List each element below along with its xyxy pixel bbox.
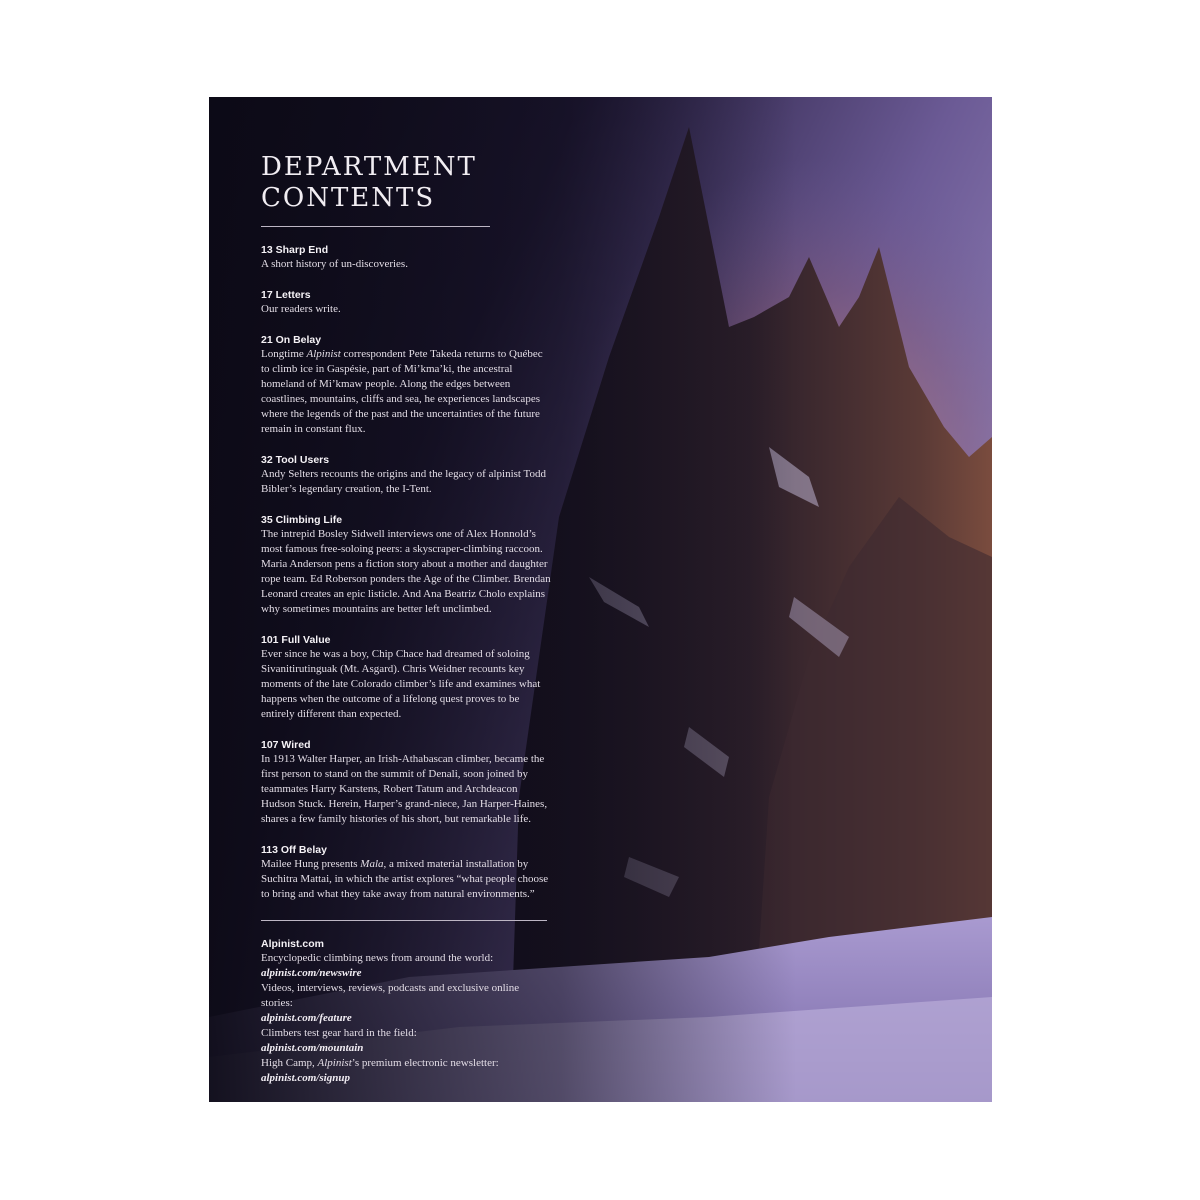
entry-description: Andy Selters recounts the origins and the legacy of alpinist Todd Bibler’s legendary creation, the I-Tent. [261,468,546,495]
entry-title: 113 Off Belay [261,844,327,856]
contents-entry-off-belay [261,843,561,902]
page-title [261,152,561,214]
section-divider [261,920,547,921]
online-item-text: High Camp, Alpinist’s premium electronic newsletter: [261,1057,499,1069]
entry-title: 101 Full Value [261,634,331,646]
entry-description: In 1913 Walter Harper, an Irish-Athabascan climber, became the first person to stand on the summit of Denali, soon joined by teammates Harry Karstens, Robert Tatum and Archdeacon Hudson Stuck. Herein, Harper’s grand-niece, Jan Harper-Haines, shares a few family histories of his short, but remarkable life. [261,753,548,825]
entry-title: 13 Sharp End [261,244,329,256]
entry-description: A short history of un-discoveries. [261,258,408,270]
entry-description: Our readers write. [261,303,341,315]
entry-description: Longtime Alpinist correspondent Pete Takeda returns to Québec to climb ice in Gaspésie, part of Mi’kma’ki, the ancestral homeland of Mi’kmaw people. Along the edges between coastlines, mountains, cliffs and sea, he experiences landscapes where the legends of the past and the uncertainties of the future remain in constant flux. [261,348,543,435]
contents-entry-full-value [261,633,561,722]
contents-entry-wired [261,738,561,827]
online-item-text: Videos, interviews, reviews, podcasts and exclusive online stories: [261,982,520,1009]
newswire-link[interactable]: alpinist.com/newswire [261,967,362,979]
contents-entry-sharp-end [261,243,561,272]
contents-column [261,152,561,1086]
entry-title: 17 Letters [261,289,311,301]
mountain-link[interactable]: alpinist.com/mountain [261,1042,364,1054]
contents-entry-letters [261,288,561,317]
online-item-text: Encyclopedic climbing news from around the world: [261,952,494,964]
entry-title: 21 On Belay [261,334,322,346]
title-line-1: DEPARTMENT [261,152,477,182]
contents-entry-climbing-life [261,513,561,617]
entry-title: 35 Climbing Life [261,514,343,526]
signup-link[interactable]: alpinist.com/signup [261,1072,350,1084]
contents-entry-on-belay [261,333,561,437]
title-line-2: CONTENTS [261,183,436,213]
magazine-page [209,97,992,1102]
contents-entry-tool-users [261,453,561,497]
online-section [261,937,561,1086]
feature-link[interactable]: alpinist.com/feature [261,1012,352,1024]
entry-description: Ever since he was a boy, Chip Chace had dreamed of soloing Sivanitirutinguak (Mt. Asgard). Chris Weidner recounts key moments of the late Colorado climber’s life and examines what happens when the outcome of a lifelong quest proves to be entirely different than expected. [261,648,541,720]
entry-description: Mailee Hung presents Mala, a mixed material installation by Suchitra Mattai, in which the artist explores “what people choose to bring and what they take away from natural environments.” [261,858,549,900]
entry-description: The intrepid Bosley Sidwell interviews one of Alex Honnold’s most famous free-soloing peers: a skyscraper-climbing raccoon. Maria Anderson pens a fiction story about a mother and daughter rope team. Ed Roberson ponders the Age of the Climber. Brendan Leonard creates an epic listicle. And Ana Beatriz Cholo explains why sometimes mountains are better left unclimbed. [261,528,551,615]
entry-title: 107 Wired [261,739,311,751]
entry-title: 32 Tool Users [261,454,330,466]
title-divider [261,226,490,227]
online-title: Alpinist.com [261,938,325,950]
online-item-text: Climbers test gear hard in the field: [261,1027,417,1039]
